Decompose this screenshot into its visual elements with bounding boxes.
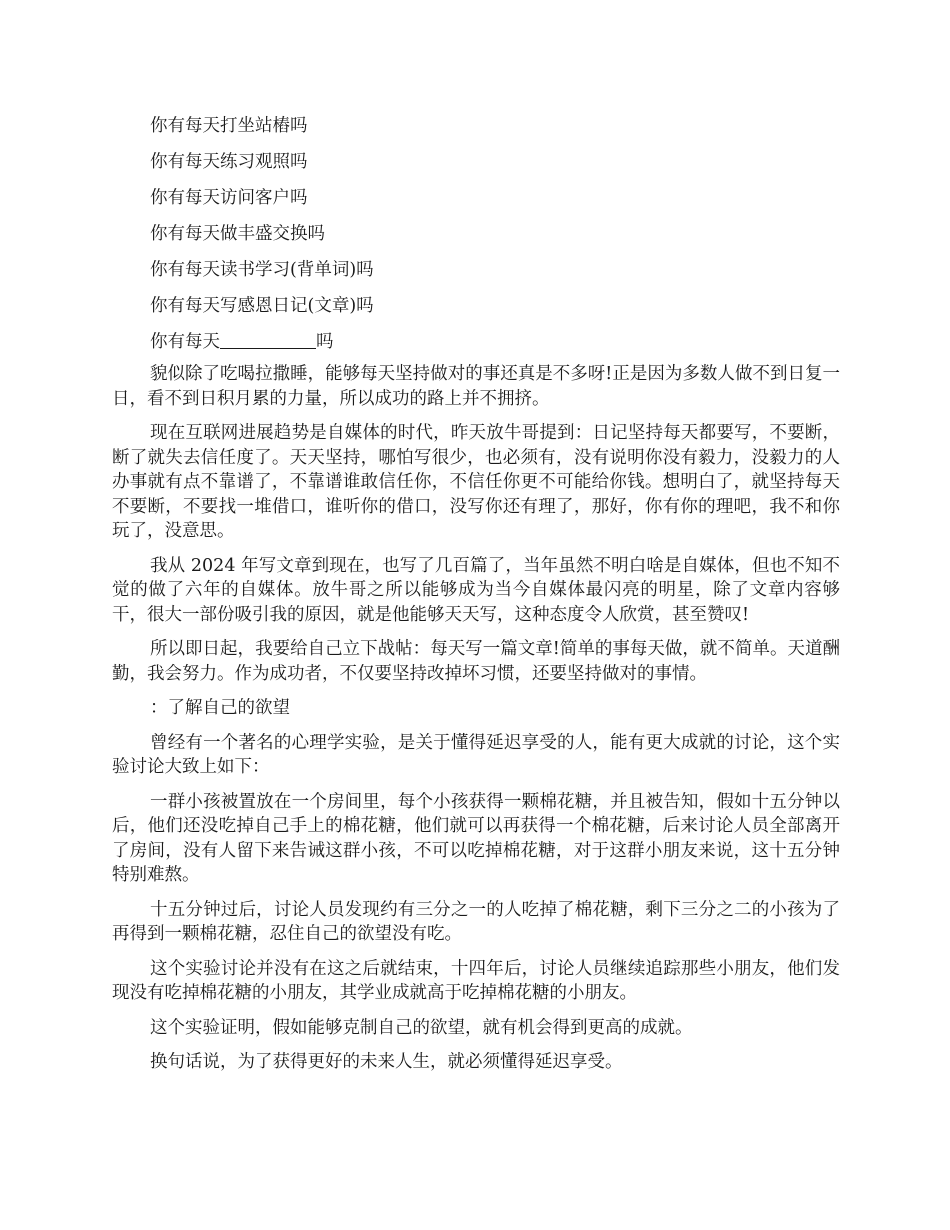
paragraph-5: 曾经有一个著名的心理学实验，是关于懂得延迟享受的人，能有更大成就的讨论，这个实验讨论大致上如下： — [112, 732, 840, 777]
paragraph-8: 这个实验讨论并没有在这之后就结束，十四年后，讨论人员继续追踪那些小朋友，他们发现没有吃掉棉花糖的小朋友，其学业成就高于吃掉棉花糖的小朋友。 — [112, 958, 840, 1003]
paragraph-4: 所以即日起，我要给自己立下战帖：每天写一篇文章!简单的事每天做，就不简单。天道酬勤，我会努力。作为成功者，不仅要坚持改掉坏习惯，还要坚持做对的事情。 — [112, 639, 840, 684]
question-line-2: 你有每天练习观照吗 — [150, 152, 308, 172]
paragraph-6: 一群小孩被置放在一个房间里，每个小孩获得一颗棉花糖，并且被告知，假如十五分钟以后，他们还没吃掉自己手上的棉花糖，他们就可以再获得一个棉花糖，后来讨论人员全部离开了房间，没有人留下来告诫这群小孩，不可以吃掉棉花糖，对于这群小朋友来说，这十五分钟特别难熬。 — [112, 791, 840, 885]
question-line-3: 你有每天访问客户吗 — [150, 188, 308, 208]
paragraph-1: 貌似除了吃喝拉撒睡，能够每天坚持做对的事还真是不多呀!正是因为多数人做不到日复一日，看不到日积月累的力量，所以成功的路上并不拥挤。 — [112, 364, 840, 409]
question-line-6: 你有每天写感恩日记(文章)吗 — [150, 296, 374, 316]
document-page — [112, 108, 840, 1085]
section-heading: ：了解自己的欲望 — [150, 698, 290, 718]
blank-question-prefix: 你有每天 — [150, 332, 220, 352]
paragraph-10: 换句话说，为了获得更好的未来人生，就必须懂得延迟享受。 — [150, 1052, 623, 1072]
paragraph-3: 我从 2024 年写文章到现在，也写了几百篇了，当年虽然不明白啥是自媒体，但也不知不觉的做了六年的自媒体。放牛哥之所以能够成为当今自媒体最闪亮的明星，除了文章内容够干，很大一部份吸引我的原因，就是他能够天天写，这种态度令人欣赏，甚至赞叹! — [112, 555, 840, 625]
question-line-5: 你有每天读书学习(背单词)吗 — [150, 260, 374, 280]
question-line-blank — [112, 324, 840, 360]
fill-in-blank-line — [220, 330, 316, 349]
paragraph-7: 十五分钟过后，讨论人员发现约有三分之一的人吃掉了棉花糖，剩下三分之二的小孩为了再得到一颗棉花糖，忍住自己的欲望没有吃。 — [112, 899, 840, 944]
blank-question-suffix: 吗 — [316, 332, 334, 352]
paragraph-9: 这个实验证明，假如能够克制自己的欲望，就有机会得到更高的成就。 — [150, 1017, 693, 1038]
paragraph-2: 现在互联网进展趋势是自媒体的时代，昨天放牛哥提到：日记坚持每天都要写，不要断，断了就失去信任度了。天天坚持，哪怕写很少，也必须有，没有说明你没有毅力，没毅力的人办事就有点不靠谱了，不靠谱谁敢信任你，不信任你更不可能给你钱。想明白了，就坚持每天不要断，不要找一堆借口，谁听你的借口，没写你还有理了，那好，你有你的理吧，我不和你玩了，没意思。 — [112, 423, 840, 541]
question-line-4: 你有每天做丰盛交换吗 — [150, 224, 325, 244]
question-line-1: 你有每天打坐站樁吗 — [150, 116, 308, 136]
